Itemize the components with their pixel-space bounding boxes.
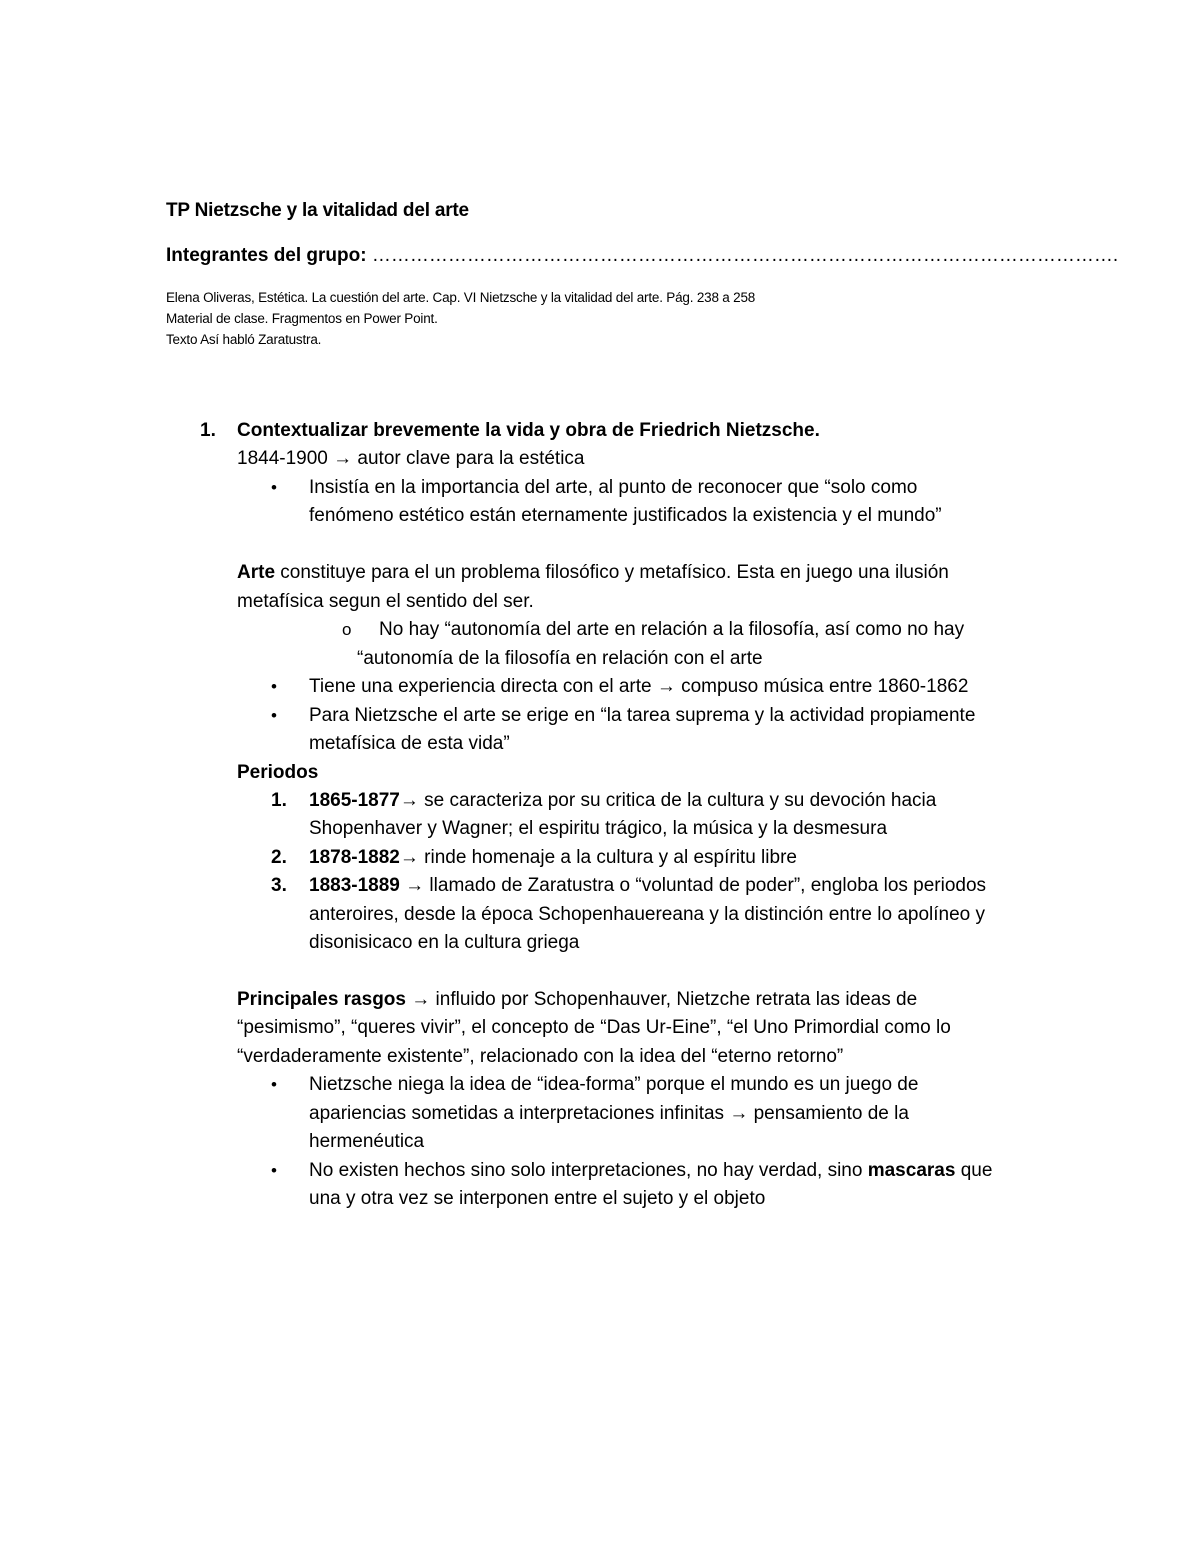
period-3-line-3: disonisicaco en la cultura griega bbox=[309, 932, 580, 953]
section-heading: Contextualizar brevemente la vida y obra de Friedrich Nietzsche. bbox=[237, 420, 820, 441]
bullet-4-line-2: apariencias sometidas a interpretaciones infinitas → pensamiento de la bbox=[309, 1103, 909, 1124]
sub-bullet: o bbox=[342, 620, 352, 639]
periods-heading: Periodos bbox=[237, 762, 319, 783]
document-title: TP Nietzsche y la vitalidad del arte bbox=[166, 200, 469, 221]
traits-line-3: “verdaderamente existente”, relacionado con la idea del “eterno retorno” bbox=[237, 1046, 844, 1067]
bullet-5-text: No existen hechos sino solo interpretaciones, no hay verdad, sino bbox=[309, 1160, 868, 1181]
period-1-line-1 bbox=[309, 787, 936, 815]
arte-bold: Arte bbox=[237, 562, 276, 583]
period-text: se caracteriza por su critica de la cultura y su devoción hacia bbox=[418, 790, 937, 811]
bullet-3-line-1: Para Nietzsche el arte se erige en “la tarea suprema y la actividad propiamente bbox=[309, 705, 976, 726]
reference-line: Elena Oliveras, Estética. La cuestión del arte. Cap. VI Nietzsche y la vitalidad del arte. Pág. 238 a 258 bbox=[166, 290, 756, 305]
bullet-1-line-2: fenómeno estético están eternamente justificados la existencia y el mundo” bbox=[309, 505, 942, 526]
bullet: • bbox=[271, 1161, 277, 1180]
bullet-4-line-1: Nietzsche niega la idea de “idea-forma” porque el mundo es un juego de bbox=[309, 1074, 919, 1095]
references bbox=[166, 287, 755, 350]
period-number: 2. bbox=[271, 847, 287, 868]
period-2-line-1 bbox=[309, 844, 797, 872]
period-1-line-2: Shopenhaver y Wagner; el espiritu trágico, la música y la desmesura bbox=[309, 818, 888, 839]
period-text: rinde homenaje a la cultura y al espíritu libre bbox=[418, 847, 797, 868]
period-text: llamado de Zaratustra o “voluntad de poder”, engloba los periodos bbox=[424, 875, 987, 896]
sub-bullet-line-1: No hay “autonomía del arte en relación a la filosofía, así como no hay bbox=[379, 619, 965, 640]
period-3-line-1 bbox=[309, 872, 986, 900]
bullet: • bbox=[271, 478, 277, 497]
traits-line-2: “pesimismo”, “queres vivir”, el concepto de “Das Ur-Eine”, “el Uno Primordial como lo bbox=[237, 1017, 951, 1038]
arte-paragraph-line-1 bbox=[237, 559, 949, 587]
bullet-5-bold: mascaras bbox=[867, 1160, 956, 1181]
bullet-5-line-2: una y otra vez se interponen entre el sujeto y el objeto bbox=[309, 1188, 766, 1209]
group-members-line bbox=[166, 245, 1118, 267]
bullet-4-line-3: hermenéutica bbox=[309, 1131, 425, 1152]
sub-bullet-line-2: “autonomía de la filosofía en relación con el arte bbox=[357, 648, 763, 669]
section-number: 1. bbox=[200, 420, 216, 441]
bullet: • bbox=[271, 706, 277, 725]
bullet-1-line-1: Insistía en la importancia del arte, al punto de reconocer que “solo como bbox=[309, 477, 918, 498]
period-years: 1865-1877→ bbox=[309, 790, 419, 811]
arte-rest: constituye para el un problema filosófico y metafísico. Esta en juego una ilusión bbox=[275, 562, 949, 583]
bullet-2-line: Tiene una experiencia directa con el arte → compuso música entre 1860-1862 bbox=[309, 676, 969, 697]
period-years: 1883-1889 → bbox=[309, 875, 425, 896]
bullet-5-line-1 bbox=[309, 1157, 992, 1185]
traits-bold: Principales rasgos → bbox=[237, 989, 431, 1010]
bullet-3-line-2: metafísica de esta vida” bbox=[309, 733, 510, 754]
traits-line-1 bbox=[237, 986, 917, 1014]
reference-line: Texto Así habló Zaratustra. bbox=[166, 332, 322, 347]
period-number: 3. bbox=[271, 875, 287, 896]
arte-paragraph-line-2: metafísica segun el sentido del ser. bbox=[237, 591, 534, 612]
reference-line: Material de clase. Fragmentos en Power Point. bbox=[166, 311, 438, 326]
period-number: 1. bbox=[271, 790, 287, 811]
bullet-5-text-end: que bbox=[955, 1160, 993, 1181]
traits-rest: influido por Schopenhauver, Nietzche retrata las ideas de bbox=[430, 989, 918, 1010]
bullet: • bbox=[271, 677, 277, 696]
period-years: 1878-1882→ bbox=[309, 847, 419, 868]
bullet: • bbox=[271, 1075, 277, 1094]
dates-line: 1844-1900 → autor clave para la estética bbox=[237, 448, 585, 469]
group-members-label: Integrantes del grupo: bbox=[166, 245, 367, 266]
period-3-line-2: anteroires, desde la época Schopenhauereana y la distinción entre lo apolíneo y bbox=[309, 904, 986, 925]
group-members-dots: ………………………………………………………………………………………………………. bbox=[371, 245, 1119, 266]
